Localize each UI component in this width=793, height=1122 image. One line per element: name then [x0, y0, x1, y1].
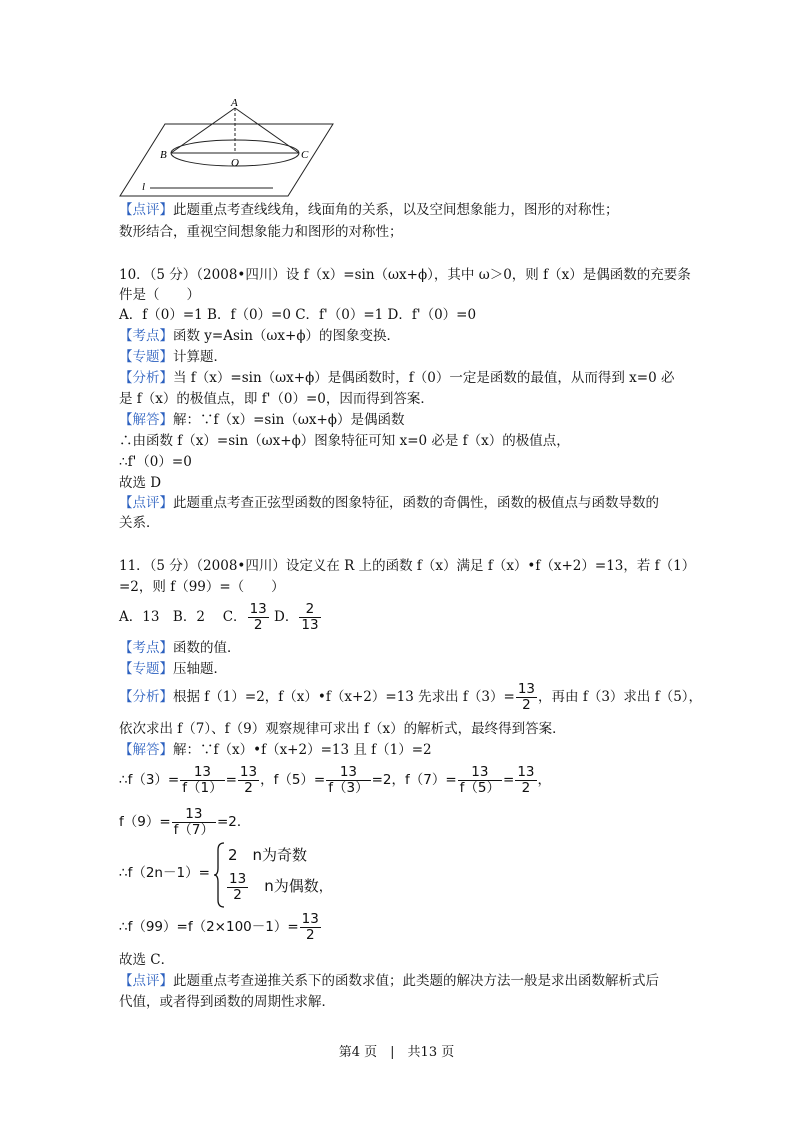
q11-review-line-2: 代值，或者得到函数的周期性求解． — [119, 994, 335, 1010]
label-C: C — [301, 149, 309, 161]
q9-review-line-1: 【点评】此题重点考查线线角，线面角的关系，以及空间想象能力，图形的对称性； — [119, 202, 619, 218]
q11-stem-line-2: =2，则 f（99）=（ ） — [119, 579, 285, 595]
line-AC — [235, 108, 299, 153]
geometry-figure — [115, 92, 345, 200]
q10-options: A．f（0）=1 B．f（0）=0 C．f'（0）=1 D．f'（0）=0 — [119, 307, 477, 323]
q10-jieda-line-3: ∴f'（0）=0 — [119, 454, 192, 470]
q10-jieda-line-2: ∴由函数 f（x）=sin（ωx+ϕ）图象特征可知 x=0 必是 f（x）的极值点， — [119, 433, 570, 449]
fraction: $\frac{13}{f(3)}$ — [328, 763, 369, 796]
brace-icon — [214, 842, 226, 908]
page-footer: 第4 页 | 共13 页 — [338, 1045, 455, 1060]
q11-jieda-line-1: 【解答】解：∵f（x）•f（x+2）=13 且 f（1）=2 — [119, 742, 432, 758]
q11-review-line-1: 【点评】此题重点考查递推关系下的函数求值；此类题的解决方法一般是求出函数解析式后 — [119, 973, 659, 989]
q10-review-line-1: 【点评】此题重点考查正弦型函数的图象特征，函数的奇偶性，函数的极值点与函数导数的 — [119, 495, 659, 511]
q11-stem-line-1: 11．（5 分）（2008•四川）设定义在 R 上的函数 f（x）满足 f（x）•f（x+2）=13，若 f（1） — [119, 558, 696, 574]
q11-kaodian: 【考点】函数的值． — [119, 640, 241, 656]
q11-options: A．13 B．2 C． $\frac{13}{2}$ D． $\frac{2}{13}$ — [119, 601, 319, 633]
q11-fenxi-line-1: 【分析】根据 f（1）=2，f（x）•f（x+2）=13 先求出 f（3）= $\frac{13}{2}$ ，再由 f（3）求出 f（5）， — [119, 681, 703, 713]
q10-fenxi-line-2: 是 f（x）的极值点，即 f'（0）=0，因而得到答案． — [119, 391, 434, 407]
q11-equation-1: ∴f（3）= $\frac{13}{f(1)}$ = $\frac{13}{2}$ ，f（5）= $\frac{13}{f(3)}$ =2，f（7）= $\frac{13}{f(5)}$ = $\frac{13}{2}$ ， — [119, 763, 551, 796]
q11-equation-3-lhs: ∴f（2n－1）= — [119, 865, 210, 881]
q10-stem-line-2: 件是（ ） — [119, 287, 200, 303]
q10-jieda-line-1: 【解答】解：∵f（x）=sin（ωx+ϕ）是偶函数 — [119, 412, 405, 428]
q11-answer: 故选 C． — [119, 952, 175, 968]
label-l: l — [142, 181, 146, 193]
q11-case-even: $\frac{13}{2}$ n为偶数， — [229, 870, 333, 903]
q10-fenxi-line-1: 【分析】当 f（x）=sin（ωx+ϕ）是偶函数时，f（0）一定是函数的最值，从而得到 x=0 必 — [119, 370, 675, 386]
q11-equation-2: f（9）= $\frac{13}{f(7)}$ =2． — [119, 805, 251, 838]
q11-case-odd: 2 n为奇数 — [228, 846, 308, 864]
q10-kaodian: 【考点】函数 y=Asin（ωx+ϕ）的图象变换． — [119, 328, 401, 344]
q9-review-line-2: 数形结合，重视空间想象能力和图形的对称性； — [119, 224, 403, 240]
q10-answer: 故选 D — [119, 475, 162, 491]
q10-zhuanti: 【专题】计算题． — [119, 349, 227, 365]
fraction: $\frac{13}{2}$ — [301, 910, 319, 943]
label-O: O — [231, 157, 239, 169]
line-AB — [171, 108, 235, 153]
label-A: A — [231, 97, 238, 109]
q11-equation-4: ∴f（99）=f（2×100－1）= $\frac{13}{2}$ — [119, 910, 319, 943]
label-B: B — [160, 149, 167, 161]
q11-fenxi-line-2: 依次求出 f（7）、f（9）观察规律可求出 f（x）的解析式，最终得到答案． — [119, 721, 566, 737]
q10-stem-line-1: 10．（5 分）（2008•四川）设 f（x）=sin（ωx+ϕ），其中 ω＞0，则 f（x）是偶函数的充要条 — [119, 267, 691, 283]
fraction: $\frac{13}{2}$ — [239, 763, 258, 796]
fraction: $\frac{13}{f(7)}$ — [173, 805, 214, 838]
fraction: $\frac{13}{2}$ — [229, 870, 247, 903]
option-c-fraction: $\frac{13}{2}$ — [249, 601, 267, 633]
fraction: $\frac{13}{f(1)}$ — [182, 763, 223, 796]
fraction: $\frac{13}{f(5)}$ — [459, 763, 500, 796]
review-tag: 【点评】 — [119, 202, 173, 218]
q11-zhuanti: 【专题】压轴题． — [119, 661, 227, 677]
q10-review-line-2: 关系． — [119, 515, 160, 531]
option-d-fraction: $\frac{2}{13}$ — [301, 601, 319, 633]
fraction: $\frac{13}{2}$ — [517, 763, 535, 796]
fraction: $\frac{13}{2}$ — [517, 681, 536, 713]
